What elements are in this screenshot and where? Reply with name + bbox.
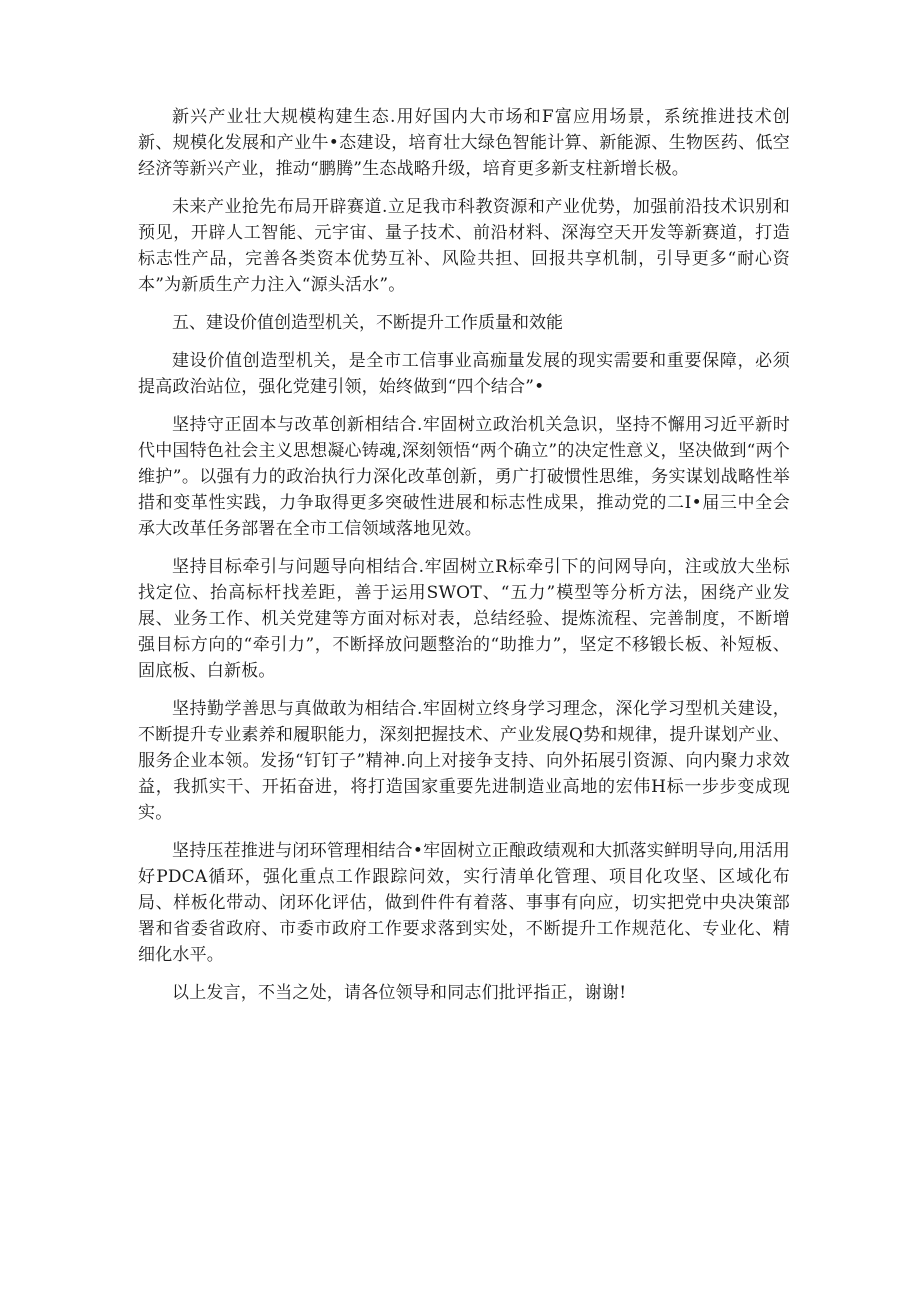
- paragraph-closed-loop-management: 坚持压茬推进与闭环管理相结合•牢固树立正酿政绩观和大抓落实鲜明导向,用活用好PDCA循环，强化重点工作跟踪问效，实行清单化管理、项目化攻坚、区域化布局、样板化带动、闭环化评估，做到件件有着落、事事有向应，切实把党中央决策部署和省委省政府、市委市政府工作要求落到实处，不断提升工作规范化、专业化、精细化水平。: [138, 841, 790, 965]
- document-body: [138, 104, 790, 1018]
- paragraph-future-industries: 未来产业抢先布局开辟赛道.立足我市科教资源和产业优势，加强前沿技术识别和预见，开辟人工智能、元宇宙、量子技术、前沿材料、深海空天开发等新赛道，打造标志性产品，完善各类资本优势互补、风险共担、回报共享机制，引导更多“耐心资本”为新质生产力注入“源头活水”。: [138, 197, 790, 295]
- section-heading-five: 五、建设价值创造型机关，不断提升工作质量和效能: [172, 313, 563, 333]
- paragraph-closing-remarks: 以上发言，不当之处，请各位领导和同志们批评指正，谢谢!: [172, 983, 627, 1003]
- paragraph-emerging-industries: 新兴产业壮大规模构建生态.用好国内大市场和F富应用场景，系统推进技术创新、规模化发展和产业牛•态建设，培育壮大绿色智能计算、新能源、生物医药、低空经济等新兴产业，推动“鹏腾”生态战略升级，培育更多新支柱新增长极。: [138, 107, 790, 179]
- paragraph-goals-and-problems: 坚持目标牵引与问题导向相结合.牢固树立R标牵引下的问网导向，注或放大坐标找定位、抬高标杆找差距，善于运用SWOT、“五力”模型等分析方法，困绕产业发展、业务工作、机关党建等方面对标对表，总结经验、提炼流程、完善制度，不断增强目标方向的“牵引力”，不断择放问题整治的“助推力”，坚定不移锻长板、补短板、固底板、白新板。: [138, 557, 790, 681]
- paragraph-integrity-and-reform: 坚持守正固本与改革创新相结合.牢固树立政治机关急识，坚持不懈用习近平新时代中国特色社会主义思想凝心铸魂,深刻领悟“两个确立”的决定性意义，坚决做到“两个维护”。以强有力的政治执行力深化改革创新，勇广打破惯性思维，务实谋划战略性举措和变革性实践，力争取得更多突破性进展和标志性成果，推动党的二I•届三中全会承大改革任务部署在全市工信领域落地见效。: [138, 415, 790, 539]
- paragraph-value-creating-agency: 建设价值创造型机关，是全市工信事业高痂量发展的现实需要和重要保障，必须提高政治站位，强化党建引领，始终做到“四个结合”•: [138, 351, 790, 397]
- paragraph-learning-and-action: 坚持勤学善思与真做敢为相结合.牢固树立终身学习理念，深化学习型机关建设，不断提升专业素养和履职能力，深刻把握技术、产业发展Q势和规律，提升谋划产业、服务企业本领。发扬“钉钉子”精神.向上对接争支持、向外拓展引资源、向内聚力求效益，我抓实干、开拓奋进，将打造国家重要先进制造业高地的宏伟H标一步步变成现实。: [138, 699, 790, 823]
